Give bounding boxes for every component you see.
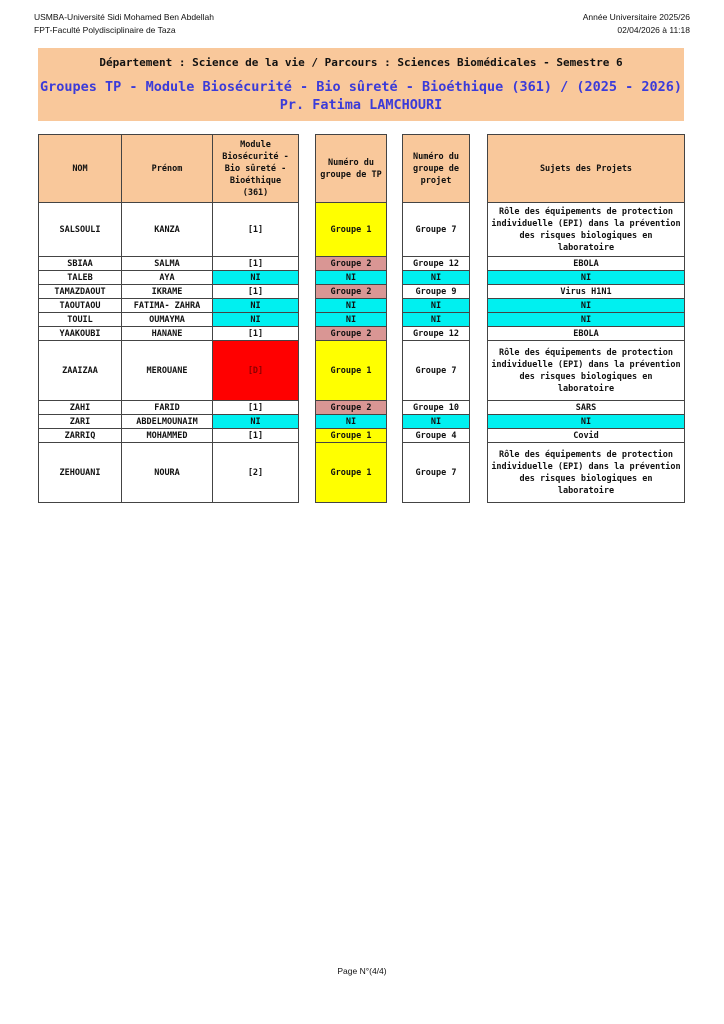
cell-nom: TOUIL xyxy=(39,313,122,327)
cell-subject: EBOLA xyxy=(488,327,685,341)
cell-project-group: Groupe 9 xyxy=(403,285,470,299)
cell-tp-group: Groupe 1 xyxy=(316,429,387,443)
print-datetime: 02/04/2026 à 11:18 xyxy=(617,25,690,35)
table-row xyxy=(316,299,387,313)
cell-project-group: Groupe 7 xyxy=(403,341,470,401)
table-row xyxy=(403,203,470,257)
table-row xyxy=(488,401,685,415)
cell-tp-group: Groupe 2 xyxy=(316,285,387,299)
table-row xyxy=(39,415,299,429)
table-row xyxy=(403,271,470,285)
table-row xyxy=(316,341,387,401)
cell-subject: Rôle des équipements de protection individuelle (EPI) dans la prévention des risques biologiques en laboratoire xyxy=(488,341,685,401)
cell-subject: NI xyxy=(488,313,685,327)
cell-project-group: Groupe 7 xyxy=(403,443,470,503)
table-row xyxy=(39,443,299,503)
table-row xyxy=(488,341,685,401)
table-row xyxy=(488,271,685,285)
col-prenom-header: Prénom xyxy=(122,135,213,203)
cell-subject: NI xyxy=(488,299,685,313)
cell-nom: YAAKOUBI xyxy=(39,327,122,341)
table-row xyxy=(403,257,470,271)
table-row xyxy=(316,429,387,443)
table-row xyxy=(316,327,387,341)
table-row xyxy=(403,313,470,327)
page-number: Page N°(4/4) xyxy=(337,966,387,976)
cell-nom: SALSOULI xyxy=(39,203,122,257)
professor-name: Pr. Fatima LAMCHOURI xyxy=(279,97,443,113)
cell-module: [1] xyxy=(213,285,299,299)
university-name: USMBA-Université Sidi Mohamed Ben Abdellah xyxy=(34,12,215,22)
table-row xyxy=(488,257,685,271)
project-groups-table xyxy=(402,134,470,503)
table-row xyxy=(488,299,685,313)
table-row xyxy=(488,327,685,341)
cell-project-group: Groupe 10 xyxy=(403,401,470,415)
cell-nom: TALEB xyxy=(39,271,122,285)
cell-nom: ZARRIQ xyxy=(39,429,122,443)
cell-subject: SARS xyxy=(488,401,685,415)
table-row xyxy=(488,285,685,299)
table-row xyxy=(39,313,299,327)
cell-module: [1] xyxy=(213,257,299,271)
table-row xyxy=(39,257,299,271)
cell-module: [2] xyxy=(213,443,299,503)
table-row xyxy=(39,429,299,443)
cell-project-group: NI xyxy=(403,299,470,313)
cell-tp-group: Groupe 1 xyxy=(316,203,387,257)
table-row xyxy=(403,341,470,401)
cell-prenom: HANANE xyxy=(122,327,213,341)
cell-prenom: OUMAYMA xyxy=(122,313,213,327)
cell-nom: ZEHOUANI xyxy=(39,443,122,503)
title-banner xyxy=(38,48,684,121)
table-row xyxy=(403,285,470,299)
students-table-body xyxy=(39,203,299,503)
cell-prenom: IKRAME xyxy=(122,285,213,299)
header-left xyxy=(34,11,214,37)
cell-prenom: KANZA xyxy=(122,203,213,257)
col-module-header: Module Biosécurité - Bio sûreté - Bioéthique (361) xyxy=(213,135,299,203)
cell-subject: NI xyxy=(488,415,685,429)
faculty-name: FPT-Faculté Polydisciplinaire de Taza xyxy=(34,25,176,35)
cell-nom: SBIAA xyxy=(39,257,122,271)
cell-prenom: AYA xyxy=(122,271,213,285)
cell-prenom: MOHAMMED xyxy=(122,429,213,443)
cell-project-group: NI xyxy=(403,271,470,285)
cell-tp-group: NI xyxy=(316,299,387,313)
cell-module: [1] xyxy=(213,203,299,257)
department-line: Département : Science de la vie / Parcours : Sciences Biomédicales - Semestre 6 xyxy=(99,56,623,69)
table-row xyxy=(403,415,470,429)
academic-year: Année Universitaire 2025/26 xyxy=(582,12,690,22)
table-row xyxy=(403,327,470,341)
cell-subject: Virus H1N1 xyxy=(488,285,685,299)
subjects-table xyxy=(487,134,685,503)
cell-module: [1] xyxy=(213,401,299,415)
cell-subject: NI xyxy=(488,271,685,285)
table-row xyxy=(39,299,299,313)
cell-prenom: SALMA xyxy=(122,257,213,271)
tp-groups-table xyxy=(315,134,387,503)
table-row xyxy=(403,443,470,503)
table-row xyxy=(39,401,299,415)
cell-prenom: FARID xyxy=(122,401,213,415)
cell-tp-group: NI xyxy=(316,415,387,429)
cell-project-group: Groupe 4 xyxy=(403,429,470,443)
table-row xyxy=(316,313,387,327)
table-row xyxy=(488,443,685,503)
table-row xyxy=(403,299,470,313)
col-projet-header: Numéro du groupe de projet xyxy=(403,135,470,203)
cell-nom: TAMAZDAOUT xyxy=(39,285,122,299)
cell-project-group: NI xyxy=(403,415,470,429)
cell-module: [D] xyxy=(213,341,299,401)
cell-prenom: ABDELMOUNAIM xyxy=(122,415,213,429)
cell-prenom: NOURA xyxy=(122,443,213,503)
table-row xyxy=(403,401,470,415)
table-row xyxy=(316,203,387,257)
table-row xyxy=(316,271,387,285)
table-row xyxy=(316,285,387,299)
cell-tp-group: Groupe 1 xyxy=(316,443,387,503)
table-row xyxy=(39,285,299,299)
cell-subject: EBOLA xyxy=(488,257,685,271)
table-row xyxy=(488,415,685,429)
module-title: Groupes TP - Module Biosécurité - Bio sûreté - Bioéthique (361) / (2025 - 2026) xyxy=(39,79,683,95)
cell-module: [1] xyxy=(213,327,299,341)
table-row xyxy=(488,313,685,327)
cell-project-group: NI xyxy=(403,313,470,327)
cell-tp-group: Groupe 2 xyxy=(316,401,387,415)
cell-subject: Rôle des équipements de protection individuelle (EPI) dans la prévention des risques biologiques en laboratoire xyxy=(488,203,685,257)
cell-tp-group: Groupe 2 xyxy=(316,327,387,341)
cell-prenom: FATIMA- ZAHRA xyxy=(122,299,213,313)
cell-module: NI xyxy=(213,313,299,327)
table-row xyxy=(316,415,387,429)
table-row xyxy=(39,327,299,341)
table-row xyxy=(488,203,685,257)
students-table xyxy=(38,134,299,503)
cell-nom: ZAHI xyxy=(39,401,122,415)
cell-project-group: Groupe 7 xyxy=(403,203,470,257)
table-row xyxy=(316,401,387,415)
cell-project-group: Groupe 12 xyxy=(403,327,470,341)
cell-module: NI xyxy=(213,271,299,285)
cell-nom: ZAAIZAA xyxy=(39,341,122,401)
cell-subject: Covid xyxy=(488,429,685,443)
subjects-table-body xyxy=(488,203,685,503)
col-nom-header: NOM xyxy=(39,135,122,203)
table-row xyxy=(39,271,299,285)
tp-groups-table-body xyxy=(316,203,387,503)
cell-nom: ZARI xyxy=(39,415,122,429)
table-row xyxy=(316,443,387,503)
table-row xyxy=(316,257,387,271)
col-sujets-header: Sujets des Projets xyxy=(488,135,685,203)
cell-tp-group: Groupe 2 xyxy=(316,257,387,271)
col-tp-header: Numéro du groupe de TP xyxy=(316,135,387,203)
table-row xyxy=(403,429,470,443)
cell-tp-group: NI xyxy=(316,271,387,285)
cell-prenom: MEROUANE xyxy=(122,341,213,401)
table-row xyxy=(39,341,299,401)
header-right xyxy=(583,11,690,37)
cell-tp-group: NI xyxy=(316,313,387,327)
cell-module: NI xyxy=(213,299,299,313)
cell-module: NI xyxy=(213,415,299,429)
cell-subject: Rôle des équipements de protection individuelle (EPI) dans la prévention des risques biologiques en laboratoire xyxy=(488,443,685,503)
cell-tp-group: Groupe 1 xyxy=(316,341,387,401)
cell-module: [1] xyxy=(213,429,299,443)
table-row xyxy=(488,429,685,443)
cell-nom: TAOUTAOU xyxy=(39,299,122,313)
table-row xyxy=(39,203,299,257)
cell-project-group: Groupe 12 xyxy=(403,257,470,271)
project-groups-table-body xyxy=(403,203,470,503)
